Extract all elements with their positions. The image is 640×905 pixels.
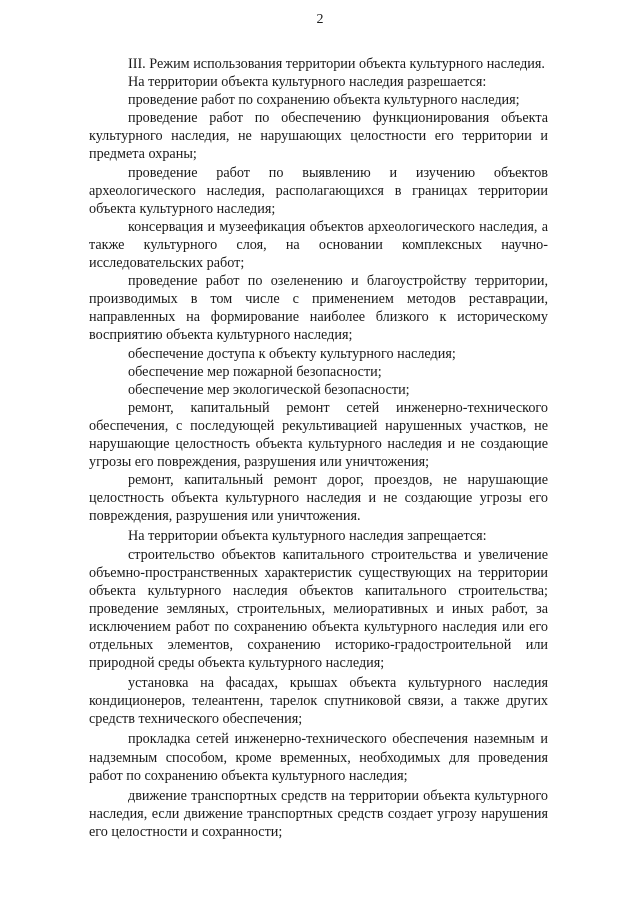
allowed-item: проведение работ по выявлению и изучению объектов археологического наследия, располагающихся в границах территории объекта культурного наследия; [89, 164, 548, 217]
prohibited-item: установка на фасадах, крышах объекта культурного наследия кондиционеров, телеантенн, тарелок спутниковой связи, а также других средств технического обеспечения; [89, 675, 548, 728]
allowed-item: проведение работ по обеспечению функционирования объекта культурного наследия, не нарушающих целостности его территории и предмета охраны; [89, 110, 548, 163]
allowed-item: ремонт, капитальный ремонт сетей инженерно-технического обеспечения, с последующей рекультивацией нарушенных участков, не нарушающие целостность объекта культурного наследия и не создающие угрозы его повреждения, разрушения или уничтожения; [89, 399, 548, 471]
allowed-intro: На территории объекта культурного наследия разрешается: [128, 74, 487, 91]
allowed-item: обеспечение мер экологической безопасности; [128, 381, 410, 398]
allowed-item: консервация и музеефикация объектов археологического наследия, а также культурного слоя, на основании комплексных научно-исследовательских работ; [89, 218, 548, 272]
prohibited-intro: На территории объекта культурного наследия запрещается: [128, 528, 487, 545]
prohibited-item: строительство объектов капитального строительства и увеличение объемно-пространственных характеристик существующих на территории объекта культурного наследия объектов капитального строительства; проведение земляных, строительных, мелиоративных и иных работ, за исключением работ по сохранению объекта культурного наследия или его отдельных элементов, сохранению историко-градостроительной или природной среды объекта культурного наследия; [89, 546, 548, 672]
page-number: 2 [316, 12, 324, 27]
allowed-item: ремонт, капитальный ремонт дорог, проездов, не нарушающие целостность объекта культурного наследия и не создающие угрозы его повреждения, разрушения или уничтожения. [89, 472, 548, 525]
allowed-item: обеспечение мер пожарной безопасности; [128, 363, 382, 380]
allowed-item: проведение работ по озеленению и благоустройству территории, производимых в том числе с применением методов реставрации, направленных на формирование наиболее близкого к историческому восприятию объекта культурного наследия; [89, 273, 548, 344]
prohibited-item: прокладка сетей инженерно-технического обеспечения наземным и надземным способом, кроме временных, необходимых для проведения работ по сохранению объекта культурного наследия; [89, 731, 548, 784]
section-title: III. Режим использования территории объекта культурного наследия. [128, 56, 545, 72]
allowed-item: обеспечение доступа к объекту культурного наследия; [128, 345, 456, 362]
prohibited-item: движение транспортных средств на территории объекта культурного наследия, если движение транспортных средств создает угрозу нарушения его целостности и сохранности; [89, 787, 548, 840]
allowed-item: проведение работ по сохранению объекта культурного наследия; [128, 92, 520, 109]
document-body [89, 55, 548, 841]
